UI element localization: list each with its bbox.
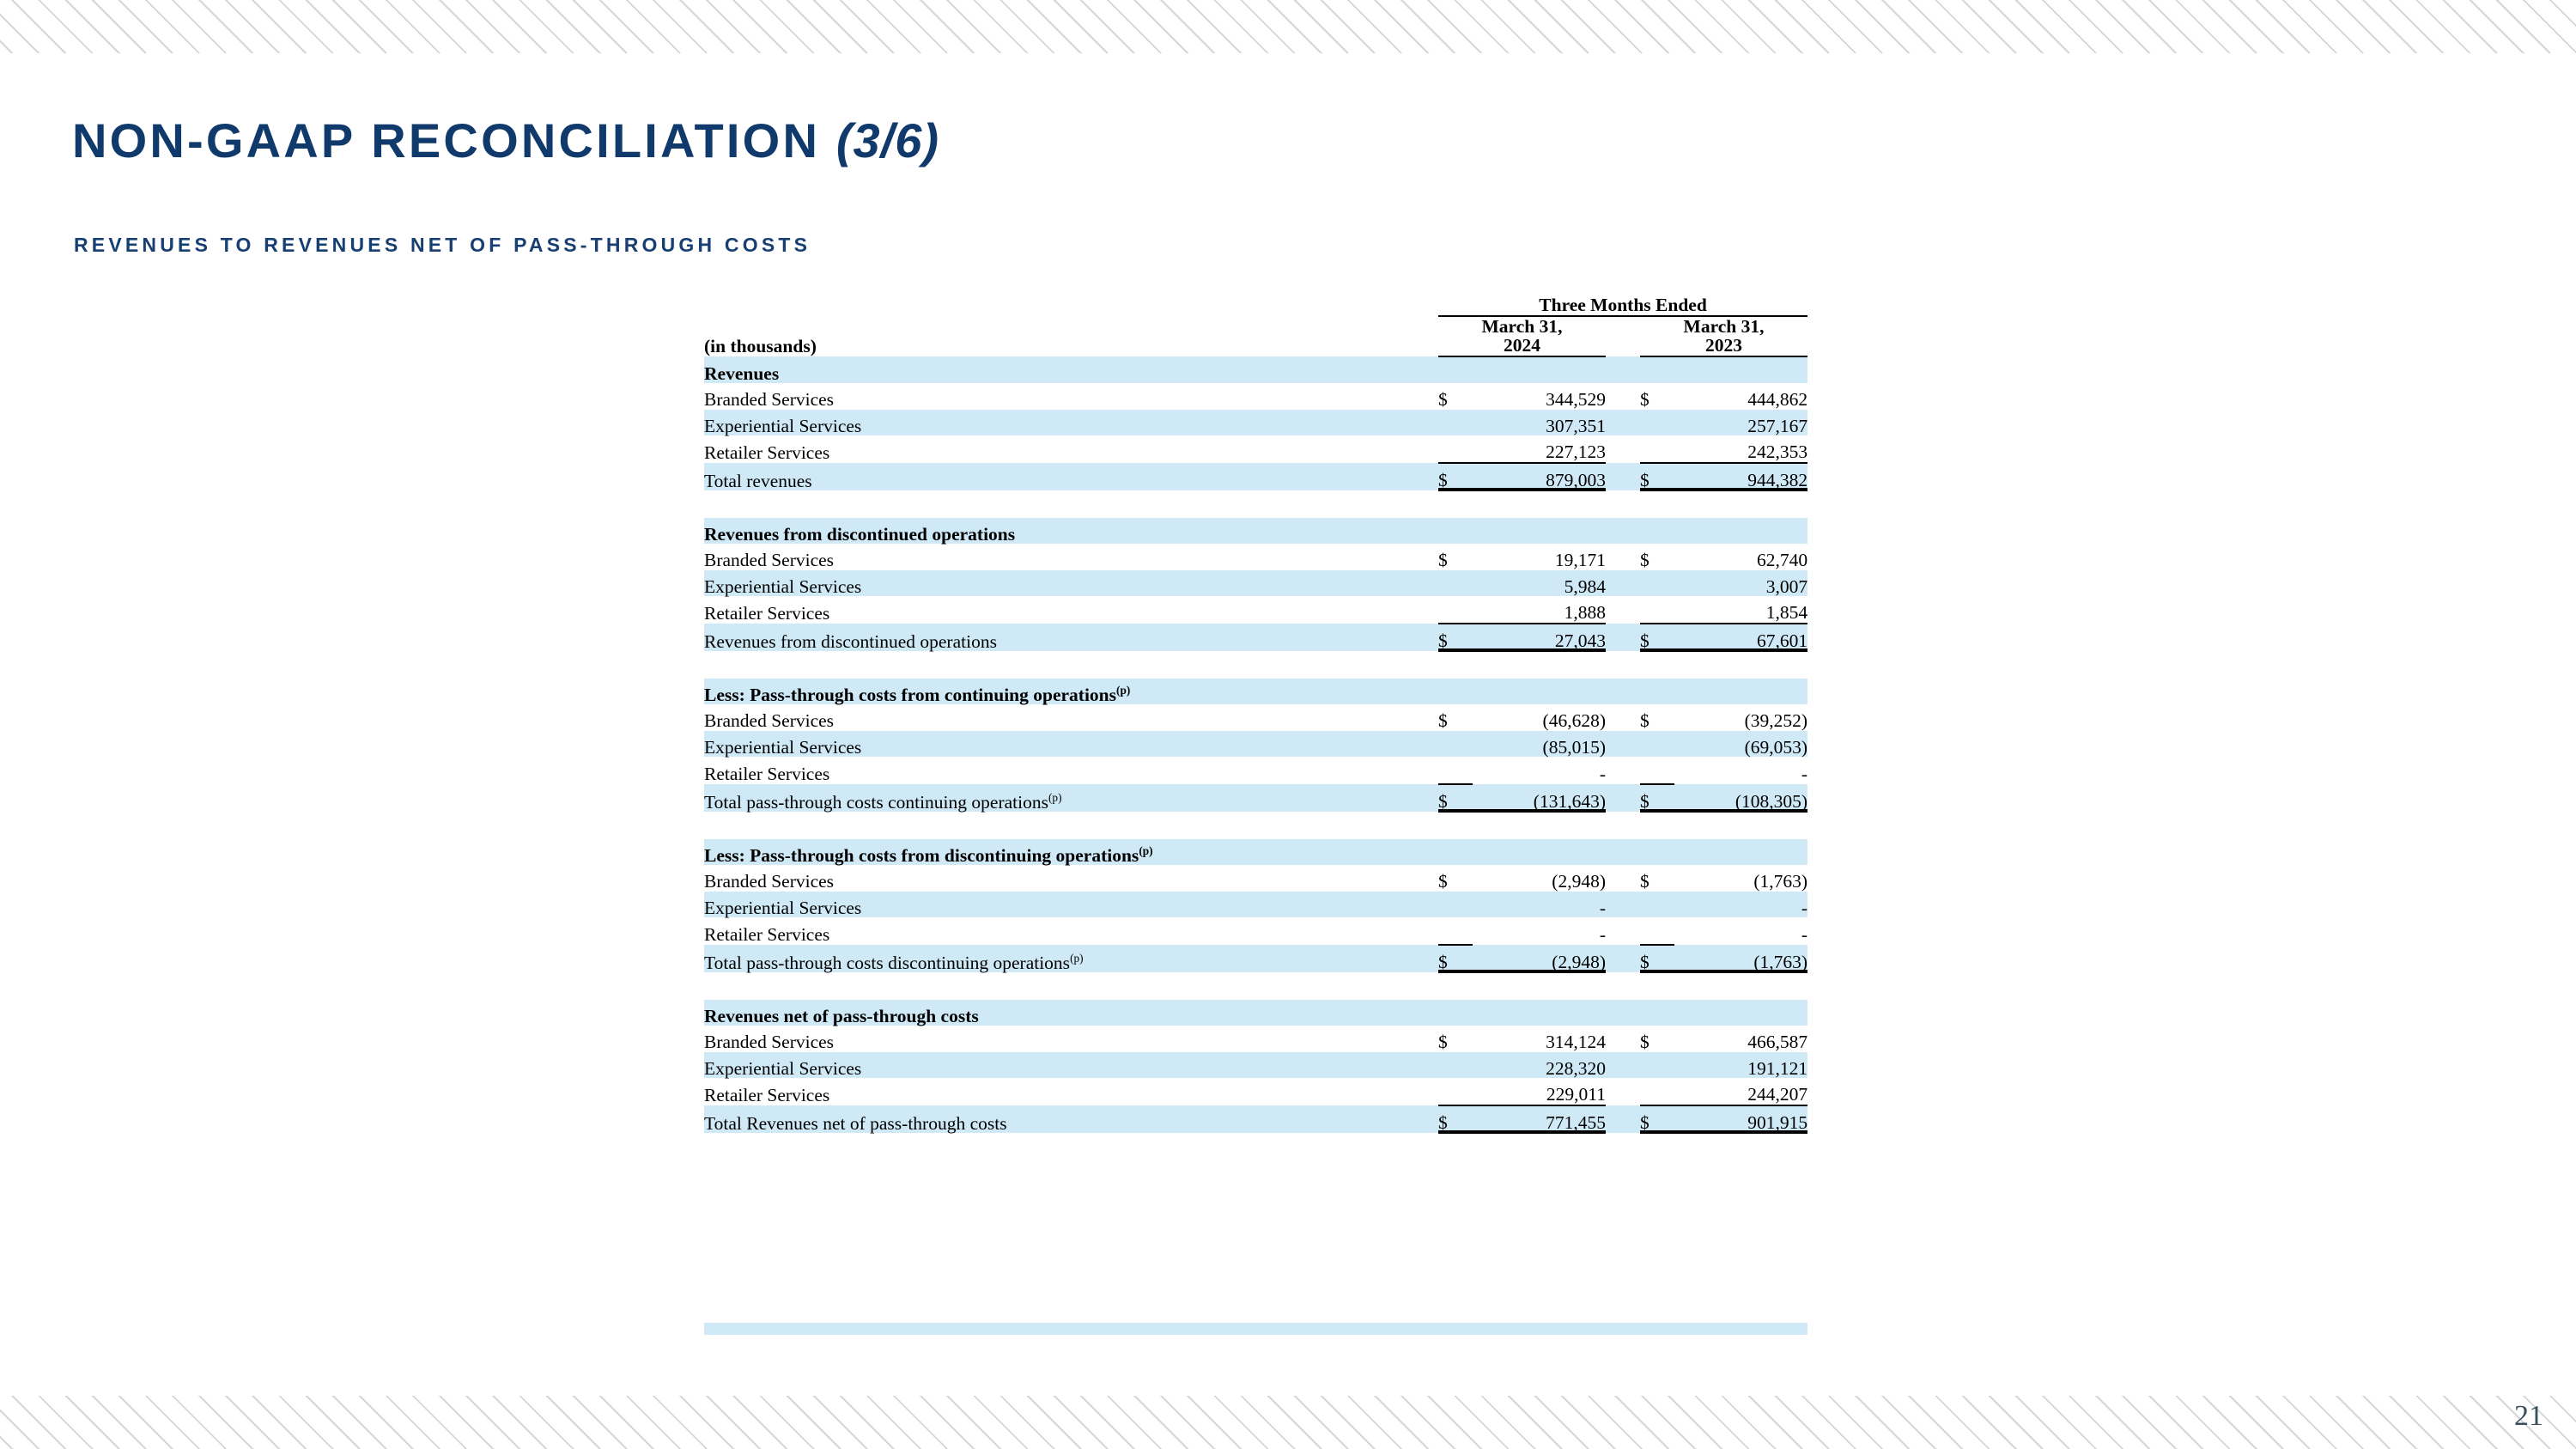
row-currency-2023 (1640, 570, 1674, 597)
row-value-2023: - (1801, 924, 1808, 946)
table-row (704, 1052, 1807, 1079)
total-gap (1606, 1105, 1640, 1134)
row-value-2023: 466,587 (1747, 1032, 1808, 1053)
section-spacer-row (704, 972, 1807, 1000)
row-label: Branded Services (704, 1032, 835, 1053)
page-number: 21 (2514, 1400, 2543, 1432)
row-value-2024: 344,529 (1546, 389, 1606, 411)
row-currency-2024 (1438, 435, 1473, 463)
total-label: Total Revenues net of pass-through costs (704, 1105, 1438, 1134)
row-value-2023: (69,053) (1674, 731, 1807, 758)
row-currency-2024 (1438, 757, 1473, 784)
row-gap (1606, 1078, 1640, 1105)
total-value-2024: 879,003 (1473, 463, 1606, 491)
row-label: Retailer Services (704, 1085, 830, 1106)
row-currency-2023 (1640, 917, 1674, 945)
row-label: Branded Services (704, 871, 835, 892)
section-heading-row (704, 356, 1807, 384)
row-gap (1606, 757, 1640, 784)
row-currency-2024: $ (1438, 710, 1448, 732)
row-gap (1606, 570, 1640, 597)
row-currency-2023: $ (1640, 389, 1649, 411)
row-currency-2024 (1438, 731, 1473, 758)
section-heading-label: Revenues from discontinued operations (704, 518, 1438, 545)
table-row (704, 917, 1807, 945)
row-gap (1606, 410, 1640, 436)
row-value-2024: 307,351 (1473, 410, 1606, 436)
row-currency-2024 (1438, 892, 1473, 918)
row-label: Experiential Services (704, 570, 1438, 597)
page-title (72, 113, 939, 168)
table-row (704, 1026, 1807, 1052)
top-hatch-decoration (0, 0, 2576, 53)
row-value-2024: 1,888 (1473, 596, 1606, 624)
total-value-2024: 771,455 (1473, 1105, 1606, 1134)
row-currency-2023 (1640, 410, 1674, 436)
total-label: Revenues from discontinued operations (704, 624, 1438, 652)
footnote-marker: (p) (1139, 843, 1153, 857)
row-value-2024: - (1599, 764, 1606, 785)
table-header-group-row (704, 289, 1807, 316)
page-title-text: NON-GAAP RECONCILIATION (72, 113, 836, 167)
row-gap (1606, 1052, 1640, 1079)
section-heading-label: Revenues (704, 356, 1438, 384)
row-value-2023: 444,862 (1747, 389, 1808, 411)
row-currency-2023 (1640, 596, 1674, 624)
section-heading-label: Less: Pass-through costs from continuing operations$^{(p)}$ (704, 679, 1438, 705)
row-label: Branded Services (704, 389, 835, 411)
section-heading-row (704, 839, 1807, 866)
row-currency-2023 (1640, 757, 1674, 784)
footnote-marker: (p) (1048, 790, 1062, 804)
row-currency-2023 (1640, 1052, 1674, 1079)
total-gap (1606, 784, 1640, 813)
section-total-row (704, 1105, 1807, 1134)
row-label: Experiential Services (704, 731, 1438, 758)
total-value-2024: (131,643) (1473, 784, 1606, 813)
row-currency-2023 (1640, 892, 1674, 918)
row-currency-2023 (1640, 731, 1674, 758)
row-gap (1606, 435, 1640, 463)
total-value-2024: (2,948) (1473, 945, 1606, 973)
footnote-marker: (p) (1070, 951, 1084, 965)
row-currency-2023: $ (1640, 550, 1649, 571)
total-gap (1606, 463, 1640, 491)
row-label: Branded Services (704, 710, 835, 732)
row-currency-2024 (1438, 410, 1473, 436)
row-value-2024: (46,628) (1542, 710, 1606, 732)
row-gap (1606, 1026, 1640, 1052)
row-value-2023: (1,763) (1753, 871, 1808, 892)
total-currency-2024: $ (1438, 945, 1473, 973)
row-gap (1606, 383, 1640, 410)
row-currency-2024 (1438, 1052, 1473, 1079)
table-row (704, 704, 1807, 731)
total-value-2023: 67,601 (1674, 624, 1807, 652)
row-value-2023: 244,207 (1674, 1078, 1807, 1105)
section-heading-row (704, 518, 1807, 545)
section-heading-label: Less: Pass-through costs from discontinuing operations$^{(p)}$ (704, 839, 1438, 866)
table-row (704, 570, 1807, 597)
total-value-2023: 944,382 (1674, 463, 1807, 491)
total-currency-2023: $ (1640, 624, 1674, 652)
row-currency-2024: $ (1438, 389, 1448, 411)
section-total-row (704, 784, 1807, 813)
row-value-2023: (39,252) (1744, 710, 1808, 732)
row-currency-2023 (1640, 1078, 1674, 1105)
non-gaap-reconciliation-table (704, 289, 1807, 1134)
row-currency-2023: $ (1640, 1032, 1649, 1053)
total-gap (1606, 945, 1640, 973)
total-label: Total pass-through costs discontinuing operations$^{(p)}$ (704, 945, 1438, 973)
row-currency-2024 (1438, 596, 1473, 624)
total-currency-2024: $ (1438, 463, 1473, 491)
row-value-2023: 1,854 (1674, 596, 1807, 624)
total-currency-2023: $ (1640, 945, 1674, 973)
row-value-2024: 228,320 (1473, 1052, 1606, 1079)
table-row (704, 596, 1807, 624)
row-gap (1606, 917, 1640, 945)
row-label: Experiential Services (704, 1052, 1438, 1079)
row-gap (1606, 544, 1640, 570)
row-label: Retailer Services (704, 764, 830, 785)
row-currency-2024: $ (1438, 1032, 1448, 1053)
section-heading-row (704, 1000, 1807, 1026)
section-spacer-row (704, 651, 1807, 679)
section-total-row (704, 945, 1807, 973)
table-row (704, 410, 1807, 436)
row-value-2024: 227,123 (1473, 435, 1606, 463)
row-value-2023: 242,353 (1674, 435, 1807, 463)
row-label: Retailer Services (704, 924, 830, 946)
total-value-2024: 27,043 (1473, 624, 1606, 652)
section-total-row (704, 624, 1807, 652)
table-row (704, 1078, 1807, 1105)
header-column-gap (1606, 316, 1640, 356)
financial-table-container (704, 289, 1807, 1134)
table-row (704, 757, 1807, 784)
row-value-2023: - (1674, 892, 1807, 918)
table-row (704, 892, 1807, 918)
row-value-2023: 191,121 (1674, 1052, 1807, 1079)
row-gap (1606, 704, 1640, 731)
total-label: Total pass-through costs continuing operations$^{(p)}$ (704, 784, 1438, 813)
total-currency-2024: $ (1438, 1105, 1473, 1134)
row-value-2023: - (1801, 764, 1808, 785)
row-value-2024: (85,015) (1473, 731, 1606, 758)
row-currency-2024 (1438, 917, 1473, 945)
header-spacer (704, 289, 1438, 316)
row-value-2024: 314,124 (1546, 1032, 1606, 1053)
header-period-2023: March 31, 2023 (1640, 316, 1807, 356)
total-currency-2024: $ (1438, 624, 1473, 652)
total-currency-2023: $ (1640, 463, 1674, 491)
total-currency-2023: $ (1640, 1105, 1674, 1134)
row-value-2024: 229,011 (1473, 1078, 1606, 1105)
header-units-label: (in thousands) (704, 336, 817, 357)
row-value-2023: 62,740 (1756, 550, 1808, 571)
row-currency-2023 (1640, 435, 1674, 463)
table-row (704, 731, 1807, 758)
row-label: Experiential Services (704, 410, 1438, 436)
table-row (704, 544, 1807, 570)
footnote-marker: (p) (1116, 683, 1131, 697)
total-label: Total revenues (704, 463, 1438, 491)
total-value-2023: 901,915 (1674, 1105, 1807, 1134)
total-gap (1606, 624, 1640, 652)
row-currency-2024 (1438, 1078, 1473, 1105)
table-row (704, 865, 1807, 892)
row-currency-2023: $ (1640, 710, 1649, 732)
row-value-2023: 3,007 (1674, 570, 1807, 597)
page-title-fraction: (3/6) (835, 113, 939, 167)
row-currency-2024: $ (1438, 871, 1448, 892)
table-row (704, 435, 1807, 463)
row-label: Experiential Services (704, 892, 1438, 918)
table-bottom-band (704, 1323, 1807, 1335)
section-spacer-row (704, 812, 1807, 839)
total-value-2023: (1,763) (1674, 945, 1807, 973)
section-heading-label: Revenues net of pass-through costs (704, 1000, 1438, 1026)
row-gap (1606, 865, 1640, 892)
row-currency-2024: $ (1438, 550, 1448, 571)
total-value-2023: (108,305) (1674, 784, 1807, 813)
row-value-2024: (2,948) (1552, 871, 1606, 892)
total-currency-2024: $ (1438, 784, 1473, 813)
bottom-hatch-decoration (0, 1396, 2576, 1449)
row-value-2024: - (1473, 892, 1606, 918)
header-three-months-ended: Three Months Ended (1438, 289, 1807, 316)
row-gap (1606, 731, 1640, 758)
row-gap (1606, 892, 1640, 918)
total-currency-2023: $ (1640, 784, 1674, 813)
row-label: Retailer Services (704, 603, 830, 624)
table-header-date-row (704, 316, 1807, 356)
page-subtitle: REVENUES TO REVENUES NET OF PASS-THROUGH COSTS (74, 234, 811, 256)
row-currency-2023: $ (1640, 871, 1649, 892)
row-value-2024: 19,171 (1554, 550, 1606, 571)
header-period-2024: March 31, 2024 (1438, 316, 1606, 356)
row-value-2024: 5,984 (1473, 570, 1606, 597)
row-gap (1606, 596, 1640, 624)
section-spacer-row (704, 490, 1807, 518)
row-value-2023: 257,167 (1674, 410, 1807, 436)
row-value-2024: - (1599, 924, 1606, 946)
row-label: Branded Services (704, 550, 835, 571)
section-total-row (704, 463, 1807, 491)
row-currency-2024 (1438, 570, 1473, 597)
section-heading-row (704, 679, 1807, 705)
table-row (704, 383, 1807, 410)
row-label: Retailer Services (704, 442, 830, 464)
